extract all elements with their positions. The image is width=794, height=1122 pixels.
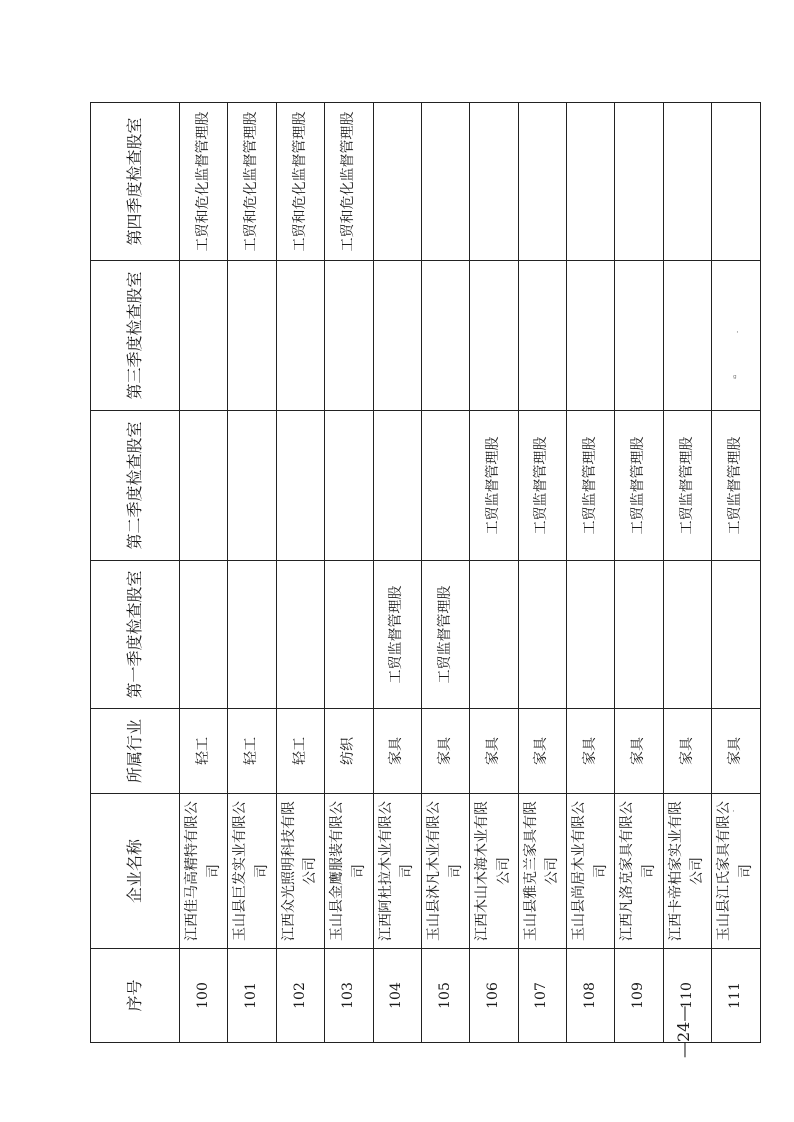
header-q1: 第一季度检查股室: [91, 561, 180, 709]
cell-q2: [180, 411, 228, 561]
cell-industry: 家具: [663, 709, 711, 794]
cell-q1: [567, 561, 615, 709]
cell-industry: 家具: [470, 709, 518, 794]
cell-q1: [470, 561, 518, 709]
cell-name: 玉山县尚居木业有限公司: [567, 794, 615, 949]
cell-industry: 轻工: [180, 709, 228, 794]
cell-q4: [663, 103, 711, 261]
cell-q1: [325, 561, 373, 709]
cell-industry: 纺织: [325, 709, 373, 794]
cell-name: 江西卡帝柏家实业有限公司: [663, 794, 711, 949]
cell-q3: [615, 261, 663, 411]
cell-q4: 工贸和危化监督管理股: [325, 103, 373, 261]
cell-q2: 工贸监督管理股: [663, 411, 711, 561]
table-row: [712, 103, 760, 1043]
header-seq: 序号: [91, 949, 180, 1043]
cell-name: 江西木山木海木业有限公司: [470, 794, 518, 949]
cell-q3: [567, 261, 615, 411]
table-row: [421, 103, 469, 1043]
cell-seq: 103: [325, 949, 373, 1043]
table-row: [470, 103, 518, 1043]
table-row: [518, 103, 566, 1043]
scan-speck: ᵍ: [733, 374, 737, 384]
cell-q4: [518, 103, 566, 261]
cell-q4: 工贸和危化监督管理股: [180, 103, 228, 261]
cell-seq: 109: [615, 949, 663, 1043]
table-row: [373, 103, 421, 1043]
scan-speck: ·: [732, 807, 735, 817]
header-company-name: 企业名称: [91, 794, 180, 949]
cell-seq: 106: [470, 949, 518, 1043]
header-q4: 第四季度检查股室: [91, 103, 180, 261]
cell-q2: 工贸监督管理股: [518, 411, 566, 561]
cell-q1: [663, 561, 711, 709]
table-row: [567, 103, 615, 1043]
cell-industry: 家具: [373, 709, 421, 794]
cell-q3: [470, 261, 518, 411]
cell-q2: [228, 411, 276, 561]
page-number: —24—: [674, 1005, 693, 1058]
cell-industry: 轻工: [228, 709, 276, 794]
cell-industry: 家具: [615, 709, 663, 794]
cell-q4: [567, 103, 615, 261]
cell-name: 玉山县沐凡木业有限公司: [421, 794, 469, 949]
cell-name: 玉山县雅克兰家具有限公司: [518, 794, 566, 949]
cell-seq: 101: [228, 949, 276, 1043]
header-industry: 所属行业: [91, 709, 180, 794]
table-row: [276, 103, 324, 1043]
cell-seq: 100: [180, 949, 228, 1043]
cell-q4: [615, 103, 663, 261]
cell-q4: [712, 103, 760, 261]
cell-q4: [421, 103, 469, 261]
cell-name: 江西阿杜拉木业有限公司: [373, 794, 421, 949]
cell-q1: [228, 561, 276, 709]
table-header-row: [91, 103, 180, 1043]
cell-q2: 工贸监督管理股: [567, 411, 615, 561]
cell-q1: [180, 561, 228, 709]
cell-q4: [373, 103, 421, 261]
cell-industry: 轻工: [276, 709, 324, 794]
header-q2: 第二季度检查股室: [91, 411, 180, 561]
cell-q2: 工贸监督管理股: [712, 411, 760, 561]
cell-name: 玉山县江氏家具有限公司: [712, 794, 760, 949]
cell-industry: 家具: [712, 709, 760, 794]
cell-q3: [373, 261, 421, 411]
cell-seq: 102: [276, 949, 324, 1043]
cell-industry: 家具: [567, 709, 615, 794]
cell-q2: 工贸监督管理股: [470, 411, 518, 561]
table-row: [228, 103, 276, 1043]
table-row: [325, 103, 373, 1043]
cell-q3: [276, 261, 324, 411]
cell-name: 玉山县金鹰服装有限公司: [325, 794, 373, 949]
cell-seq: 108: [567, 949, 615, 1043]
cell-q1: [712, 561, 760, 709]
cell-q3: [325, 261, 373, 411]
cell-q2: [421, 411, 469, 561]
cell-name: 江西佳马高精特有限公司: [180, 794, 228, 949]
cell-q2: 工贸监督管理股: [615, 411, 663, 561]
cell-q2: [325, 411, 373, 561]
cell-q3: [180, 261, 228, 411]
scan-speck: ·: [736, 328, 739, 338]
cell-q1: [615, 561, 663, 709]
cell-q2: [276, 411, 324, 561]
cell-q3: [421, 261, 469, 411]
cell-seq: 107: [518, 949, 566, 1043]
table-row: [663, 103, 711, 1043]
cell-q3: [663, 261, 711, 411]
cell-name: 玉山县巨发实业有限公司: [228, 794, 276, 949]
cell-q1: 工贸监督管理股: [373, 561, 421, 709]
cell-q1: [276, 561, 324, 709]
cell-q2: [373, 411, 421, 561]
cell-name: 江西众光照明科技有限公司: [276, 794, 324, 949]
cell-seq: 105: [421, 949, 469, 1043]
table-row: [615, 103, 663, 1043]
cell-name: 江西凡洛克家具有限公司: [615, 794, 663, 949]
header-q3: 第三季度检查股室: [91, 261, 180, 411]
cell-seq: 110: [663, 949, 711, 1043]
inspection-schedule-table: [90, 102, 761, 1043]
cell-q4: 工贸和危化监督管理股: [276, 103, 324, 261]
cell-q1: [518, 561, 566, 709]
cell-q3: [518, 261, 566, 411]
cell-seq: 111: [712, 949, 760, 1043]
cell-industry: 家具: [518, 709, 566, 794]
cell-industry: 家具: [421, 709, 469, 794]
cell-q4: 工贸和危化监督管理股: [228, 103, 276, 261]
table-row: [180, 103, 228, 1043]
cell-q4: [470, 103, 518, 261]
cell-seq: 104: [373, 949, 421, 1043]
cell-q1: 工贸监督管理股: [421, 561, 469, 709]
cell-q3: [228, 261, 276, 411]
